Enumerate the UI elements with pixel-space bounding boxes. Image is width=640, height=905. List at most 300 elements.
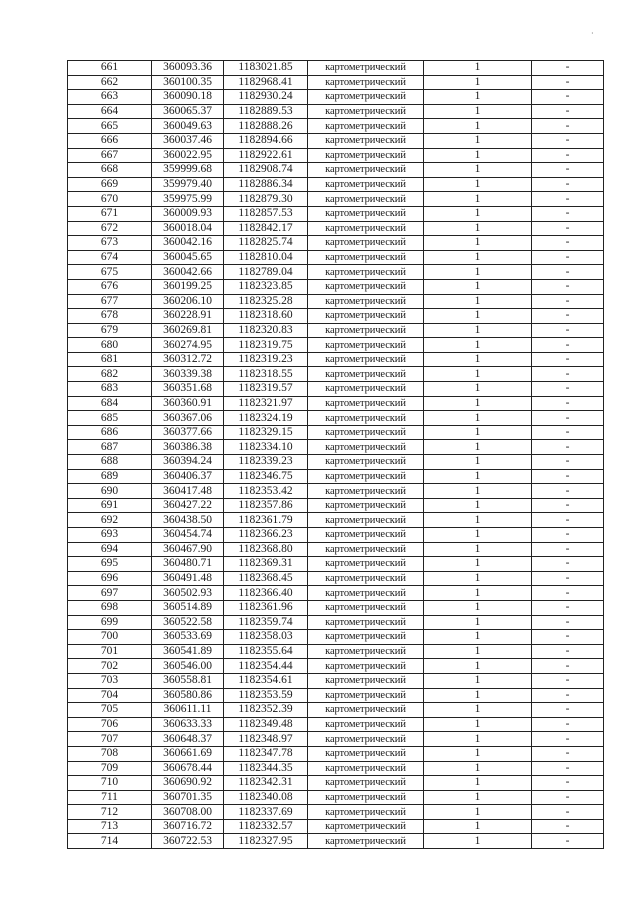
accuracy-cell: 1: [424, 323, 532, 338]
mark-cell: -: [532, 469, 604, 484]
y-coordinate-cell: 1182908.74: [224, 163, 308, 178]
table-row: [68, 542, 604, 557]
method-cell: картометрический: [308, 206, 424, 221]
mark-cell: -: [532, 133, 604, 148]
table-row: [68, 309, 604, 324]
method-cell: картометрический: [308, 469, 424, 484]
accuracy-cell: 1: [424, 790, 532, 805]
accuracy-cell: 1: [424, 367, 532, 382]
y-coordinate-cell: 1182348.97: [224, 732, 308, 747]
mark-cell: -: [532, 688, 604, 703]
point-number-cell: 672: [68, 221, 152, 236]
y-coordinate-cell: 1183021.85: [224, 61, 308, 76]
method-cell: картометрический: [308, 382, 424, 397]
y-coordinate-cell: 1182318.60: [224, 309, 308, 324]
point-number-cell: 666: [68, 133, 152, 148]
point-number-cell: 704: [68, 688, 152, 703]
accuracy-cell: 1: [424, 498, 532, 513]
method-cell: картометрический: [308, 221, 424, 236]
method-cell: картометрический: [308, 586, 424, 601]
point-number-cell: 708: [68, 746, 152, 761]
point-number-cell: 680: [68, 338, 152, 353]
table-row: [68, 790, 604, 805]
mark-cell: -: [532, 104, 604, 119]
accuracy-cell: 1: [424, 455, 532, 470]
point-number-cell: 678: [68, 309, 152, 324]
point-number-cell: 676: [68, 279, 152, 294]
table-row: [68, 717, 604, 732]
x-coordinate-cell: 359999.68: [152, 163, 224, 178]
accuracy-cell: 1: [424, 294, 532, 309]
accuracy-cell: 1: [424, 309, 532, 324]
mark-cell: -: [532, 528, 604, 543]
accuracy-cell: 1: [424, 119, 532, 134]
x-coordinate-cell: 360274.95: [152, 338, 224, 353]
table-row: [68, 834, 604, 849]
table-row: [68, 805, 604, 820]
table-row: [68, 615, 604, 630]
mark-cell: -: [532, 250, 604, 265]
accuracy-cell: 1: [424, 265, 532, 280]
y-coordinate-cell: 1182337.69: [224, 805, 308, 820]
x-coordinate-cell: 360558.81: [152, 673, 224, 688]
mark-cell: -: [532, 834, 604, 849]
accuracy-cell: 1: [424, 75, 532, 90]
mark-cell: -: [532, 542, 604, 557]
mark-cell: -: [532, 236, 604, 251]
x-coordinate-cell: 359975.99: [152, 192, 224, 207]
x-coordinate-cell: 360541.89: [152, 644, 224, 659]
x-coordinate-cell: 360090.18: [152, 90, 224, 105]
table-row: [68, 279, 604, 294]
point-number-cell: 695: [68, 557, 152, 572]
point-number-cell: 709: [68, 761, 152, 776]
accuracy-cell: 1: [424, 571, 532, 586]
mark-cell: -: [532, 338, 604, 353]
table-row: [68, 425, 604, 440]
table-row: [68, 396, 604, 411]
accuracy-cell: 1: [424, 600, 532, 615]
x-coordinate-cell: 360100.35: [152, 75, 224, 90]
y-coordinate-cell: 1182325.28: [224, 294, 308, 309]
point-number-cell: 699: [68, 615, 152, 630]
x-coordinate-cell: 360427.22: [152, 498, 224, 513]
table-row: [68, 819, 604, 834]
mark-cell: -: [532, 703, 604, 718]
x-coordinate-cell: 360701.35: [152, 790, 224, 805]
table-row: [68, 571, 604, 586]
x-coordinate-cell: 360022.95: [152, 148, 224, 163]
x-coordinate-cell: 359979.40: [152, 177, 224, 192]
mark-cell: -: [532, 323, 604, 338]
method-cell: картометрический: [308, 279, 424, 294]
accuracy-cell: 1: [424, 746, 532, 761]
point-number-cell: 692: [68, 513, 152, 528]
point-number-cell: 696: [68, 571, 152, 586]
mark-cell: -: [532, 61, 604, 76]
x-coordinate-cell: 360417.48: [152, 484, 224, 499]
accuracy-cell: 1: [424, 703, 532, 718]
table-row: [68, 586, 604, 601]
mark-cell: -: [532, 425, 604, 440]
mark-cell: -: [532, 557, 604, 572]
method-cell: картометрический: [308, 513, 424, 528]
y-coordinate-cell: 1182361.79: [224, 513, 308, 528]
method-cell: картометрический: [308, 717, 424, 732]
x-coordinate-cell: 360037.46: [152, 133, 224, 148]
method-cell: картометрический: [308, 294, 424, 309]
table-row: [68, 323, 604, 338]
y-coordinate-cell: 1182324.19: [224, 411, 308, 426]
method-cell: картометрический: [308, 265, 424, 280]
accuracy-cell: 1: [424, 513, 532, 528]
x-coordinate-cell: 360042.16: [152, 236, 224, 251]
mark-cell: -: [532, 90, 604, 105]
accuracy-cell: 1: [424, 484, 532, 499]
point-number-cell: 684: [68, 396, 152, 411]
method-cell: картометрический: [308, 659, 424, 674]
y-coordinate-cell: 1182879.30: [224, 192, 308, 207]
method-cell: картометрический: [308, 615, 424, 630]
x-coordinate-cell: 360049.63: [152, 119, 224, 134]
x-coordinate-cell: 360377.66: [152, 425, 224, 440]
table-row: [68, 469, 604, 484]
table-row: [68, 484, 604, 499]
point-number-cell: 691: [68, 498, 152, 513]
mark-cell: -: [532, 396, 604, 411]
mark-cell: -: [532, 600, 604, 615]
table-row: [68, 557, 604, 572]
x-coordinate-cell: 360093.36: [152, 61, 224, 76]
mark-cell: -: [532, 498, 604, 513]
x-coordinate-cell: 360312.72: [152, 352, 224, 367]
mark-cell: -: [532, 571, 604, 586]
x-coordinate-cell: 360514.89: [152, 600, 224, 615]
x-coordinate-cell: 360661.69: [152, 746, 224, 761]
method-cell: картометрический: [308, 177, 424, 192]
y-coordinate-cell: 1182825.74: [224, 236, 308, 251]
table-row: [68, 630, 604, 645]
y-coordinate-cell: 1182318.55: [224, 367, 308, 382]
mark-cell: -: [532, 309, 604, 324]
accuracy-cell: 1: [424, 586, 532, 601]
y-coordinate-cell: 1182319.23: [224, 352, 308, 367]
method-cell: картометрический: [308, 790, 424, 805]
method-cell: картометрический: [308, 75, 424, 90]
table-row: [68, 673, 604, 688]
point-number-cell: 664: [68, 104, 152, 119]
mark-cell: -: [532, 206, 604, 221]
accuracy-cell: 1: [424, 352, 532, 367]
point-number-cell: 700: [68, 630, 152, 645]
y-coordinate-cell: 1182353.42: [224, 484, 308, 499]
accuracy-cell: 1: [424, 338, 532, 353]
table-row: [68, 761, 604, 776]
accuracy-cell: 1: [424, 644, 532, 659]
accuracy-cell: 1: [424, 221, 532, 236]
accuracy-cell: 1: [424, 717, 532, 732]
mark-cell: -: [532, 294, 604, 309]
point-number-cell: 685: [68, 411, 152, 426]
y-coordinate-cell: 1182342.31: [224, 776, 308, 791]
method-cell: картометрический: [308, 309, 424, 324]
table-row: [68, 61, 604, 76]
accuracy-cell: 1: [424, 382, 532, 397]
y-coordinate-cell: 1182323.85: [224, 279, 308, 294]
table-row: [68, 221, 604, 236]
accuracy-cell: 1: [424, 192, 532, 207]
y-coordinate-cell: 1182968.41: [224, 75, 308, 90]
table-row: [68, 600, 604, 615]
table-row: [68, 163, 604, 178]
table-row: [68, 148, 604, 163]
x-coordinate-cell: 360339.38: [152, 367, 224, 382]
y-coordinate-cell: 1182857.53: [224, 206, 308, 221]
method-cell: картометрический: [308, 571, 424, 586]
table-row: [68, 440, 604, 455]
method-cell: картометрический: [308, 90, 424, 105]
table-row: [68, 104, 604, 119]
method-cell: картометрический: [308, 163, 424, 178]
accuracy-cell: 1: [424, 776, 532, 791]
mark-cell: -: [532, 177, 604, 192]
point-number-cell: 673: [68, 236, 152, 251]
method-cell: картометрический: [308, 600, 424, 615]
x-coordinate-cell: 360533.69: [152, 630, 224, 645]
y-coordinate-cell: 1182339.23: [224, 455, 308, 470]
y-coordinate-cell: 1182319.75: [224, 338, 308, 353]
point-number-cell: 677: [68, 294, 152, 309]
table-row: [68, 703, 604, 718]
mark-cell: -: [532, 367, 604, 382]
y-coordinate-cell: 1182352.39: [224, 703, 308, 718]
point-number-cell: 710: [68, 776, 152, 791]
method-cell: картометрический: [308, 498, 424, 513]
y-coordinate-cell: 1182922.61: [224, 148, 308, 163]
method-cell: картометрический: [308, 819, 424, 834]
x-coordinate-cell: 360502.93: [152, 586, 224, 601]
x-coordinate-cell: 360690.92: [152, 776, 224, 791]
method-cell: картометрический: [308, 761, 424, 776]
method-cell: картометрический: [308, 61, 424, 76]
coordinates-table: [67, 60, 604, 849]
method-cell: картометрический: [308, 776, 424, 791]
table-row: [68, 513, 604, 528]
mark-cell: -: [532, 659, 604, 674]
mark-cell: -: [532, 484, 604, 499]
y-coordinate-cell: 1182353.59: [224, 688, 308, 703]
table-row: [68, 411, 604, 426]
y-coordinate-cell: 1182368.80: [224, 542, 308, 557]
y-coordinate-cell: 1182334.10: [224, 440, 308, 455]
table-row: [68, 133, 604, 148]
method-cell: картометрический: [308, 148, 424, 163]
method-cell: картометрический: [308, 367, 424, 382]
method-cell: картометрический: [308, 732, 424, 747]
x-coordinate-cell: 360522.58: [152, 615, 224, 630]
mark-cell: -: [532, 455, 604, 470]
point-number-cell: 670: [68, 192, 152, 207]
y-coordinate-cell: 1182886.34: [224, 177, 308, 192]
x-coordinate-cell: 360394.24: [152, 455, 224, 470]
x-coordinate-cell: 360018.04: [152, 221, 224, 236]
accuracy-cell: 1: [424, 528, 532, 543]
y-coordinate-cell: 1182349.48: [224, 717, 308, 732]
method-cell: картометрический: [308, 703, 424, 718]
y-coordinate-cell: 1182319.57: [224, 382, 308, 397]
point-number-cell: 674: [68, 250, 152, 265]
x-coordinate-cell: 360633.33: [152, 717, 224, 732]
x-coordinate-cell: 360065.37: [152, 104, 224, 119]
accuracy-cell: 1: [424, 659, 532, 674]
y-coordinate-cell: 1182332.57: [224, 819, 308, 834]
mark-cell: -: [532, 119, 604, 134]
table-row: [68, 659, 604, 674]
accuracy-cell: 1: [424, 615, 532, 630]
accuracy-cell: 1: [424, 630, 532, 645]
x-coordinate-cell: 360454.74: [152, 528, 224, 543]
y-coordinate-cell: 1182930.24: [224, 90, 308, 105]
y-coordinate-cell: 1182347.78: [224, 746, 308, 761]
x-coordinate-cell: 360722.53: [152, 834, 224, 849]
y-coordinate-cell: 1182329.15: [224, 425, 308, 440]
method-cell: картометрический: [308, 440, 424, 455]
y-coordinate-cell: 1182346.75: [224, 469, 308, 484]
accuracy-cell: 1: [424, 469, 532, 484]
point-number-cell: 662: [68, 75, 152, 90]
y-coordinate-cell: 1182810.04: [224, 250, 308, 265]
x-coordinate-cell: 360406.37: [152, 469, 224, 484]
x-coordinate-cell: 360611.11: [152, 703, 224, 718]
table-row: [68, 192, 604, 207]
point-number-cell: 671: [68, 206, 152, 221]
y-coordinate-cell: 1182889.53: [224, 104, 308, 119]
table-row: [68, 644, 604, 659]
point-number-cell: 694: [68, 542, 152, 557]
method-cell: картометрический: [308, 834, 424, 849]
accuracy-cell: 1: [424, 440, 532, 455]
y-coordinate-cell: 1182361.96: [224, 600, 308, 615]
table-row: [68, 382, 604, 397]
table-row: [68, 367, 604, 382]
method-cell: картометрический: [308, 352, 424, 367]
method-cell: картометрический: [308, 338, 424, 353]
x-coordinate-cell: 360678.44: [152, 761, 224, 776]
method-cell: картометрический: [308, 688, 424, 703]
y-coordinate-cell: 1182894.66: [224, 133, 308, 148]
method-cell: картометрический: [308, 411, 424, 426]
y-coordinate-cell: 1182327.95: [224, 834, 308, 849]
x-coordinate-cell: 360467.90: [152, 542, 224, 557]
x-coordinate-cell: 360045.65: [152, 250, 224, 265]
table-row: [68, 455, 604, 470]
point-number-cell: 667: [68, 148, 152, 163]
x-coordinate-cell: 360042.66: [152, 265, 224, 280]
point-number-cell: 669: [68, 177, 152, 192]
x-coordinate-cell: 360228.91: [152, 309, 224, 324]
mark-cell: -: [532, 75, 604, 90]
accuracy-cell: 1: [424, 557, 532, 572]
accuracy-cell: 1: [424, 250, 532, 265]
point-number-cell: 675: [68, 265, 152, 280]
point-number-cell: 682: [68, 367, 152, 382]
x-coordinate-cell: 360386.38: [152, 440, 224, 455]
method-cell: картометрический: [308, 104, 424, 119]
y-coordinate-cell: 1182357.86: [224, 498, 308, 513]
method-cell: картометрический: [308, 250, 424, 265]
point-number-cell: 686: [68, 425, 152, 440]
accuracy-cell: 1: [424, 163, 532, 178]
mark-cell: -: [532, 163, 604, 178]
method-cell: картометрический: [308, 133, 424, 148]
table-row: [68, 498, 604, 513]
point-number-cell: 688: [68, 455, 152, 470]
table-row: [68, 250, 604, 265]
y-coordinate-cell: 1182320.83: [224, 323, 308, 338]
x-coordinate-cell: 360480.71: [152, 557, 224, 572]
x-coordinate-cell: 360648.37: [152, 732, 224, 747]
method-cell: картометрический: [308, 425, 424, 440]
point-number-cell: 698: [68, 600, 152, 615]
accuracy-cell: 1: [424, 206, 532, 221]
y-coordinate-cell: 1182888.26: [224, 119, 308, 134]
table-row: [68, 265, 604, 280]
accuracy-cell: 1: [424, 834, 532, 849]
point-number-cell: 701: [68, 644, 152, 659]
method-cell: картометрический: [308, 192, 424, 207]
accuracy-cell: 1: [424, 673, 532, 688]
method-cell: картометрический: [308, 528, 424, 543]
point-number-cell: 714: [68, 834, 152, 849]
x-coordinate-cell: 360716.72: [152, 819, 224, 834]
y-coordinate-cell: 1182321.97: [224, 396, 308, 411]
point-number-cell: 690: [68, 484, 152, 499]
point-number-cell: 705: [68, 703, 152, 718]
y-coordinate-cell: 1182842.17: [224, 221, 308, 236]
method-cell: картометрический: [308, 746, 424, 761]
x-coordinate-cell: 360351.68: [152, 382, 224, 397]
mark-cell: -: [532, 148, 604, 163]
table-row: [68, 352, 604, 367]
method-cell: картометрический: [308, 484, 424, 499]
mark-cell: -: [532, 221, 604, 236]
y-coordinate-cell: 1182355.64: [224, 644, 308, 659]
accuracy-cell: 1: [424, 732, 532, 747]
method-cell: картометрический: [308, 323, 424, 338]
mark-cell: -: [532, 819, 604, 834]
y-coordinate-cell: 1182344.35: [224, 761, 308, 776]
accuracy-cell: 1: [424, 411, 532, 426]
point-number-cell: 713: [68, 819, 152, 834]
x-coordinate-cell: 360206.10: [152, 294, 224, 309]
mark-cell: -: [532, 279, 604, 294]
point-number-cell: 665: [68, 119, 152, 134]
point-number-cell: 711: [68, 790, 152, 805]
mark-cell: -: [532, 192, 604, 207]
mark-cell: -: [532, 265, 604, 280]
point-number-cell: 702: [68, 659, 152, 674]
mark-cell: -: [532, 440, 604, 455]
point-number-cell: 683: [68, 382, 152, 397]
accuracy-cell: 1: [424, 542, 532, 557]
mark-cell: -: [532, 411, 604, 426]
method-cell: картометрический: [308, 455, 424, 470]
accuracy-cell: 1: [424, 688, 532, 703]
method-cell: картометрический: [308, 542, 424, 557]
accuracy-cell: 1: [424, 396, 532, 411]
method-cell: картометрический: [308, 805, 424, 820]
y-coordinate-cell: 1182354.61: [224, 673, 308, 688]
